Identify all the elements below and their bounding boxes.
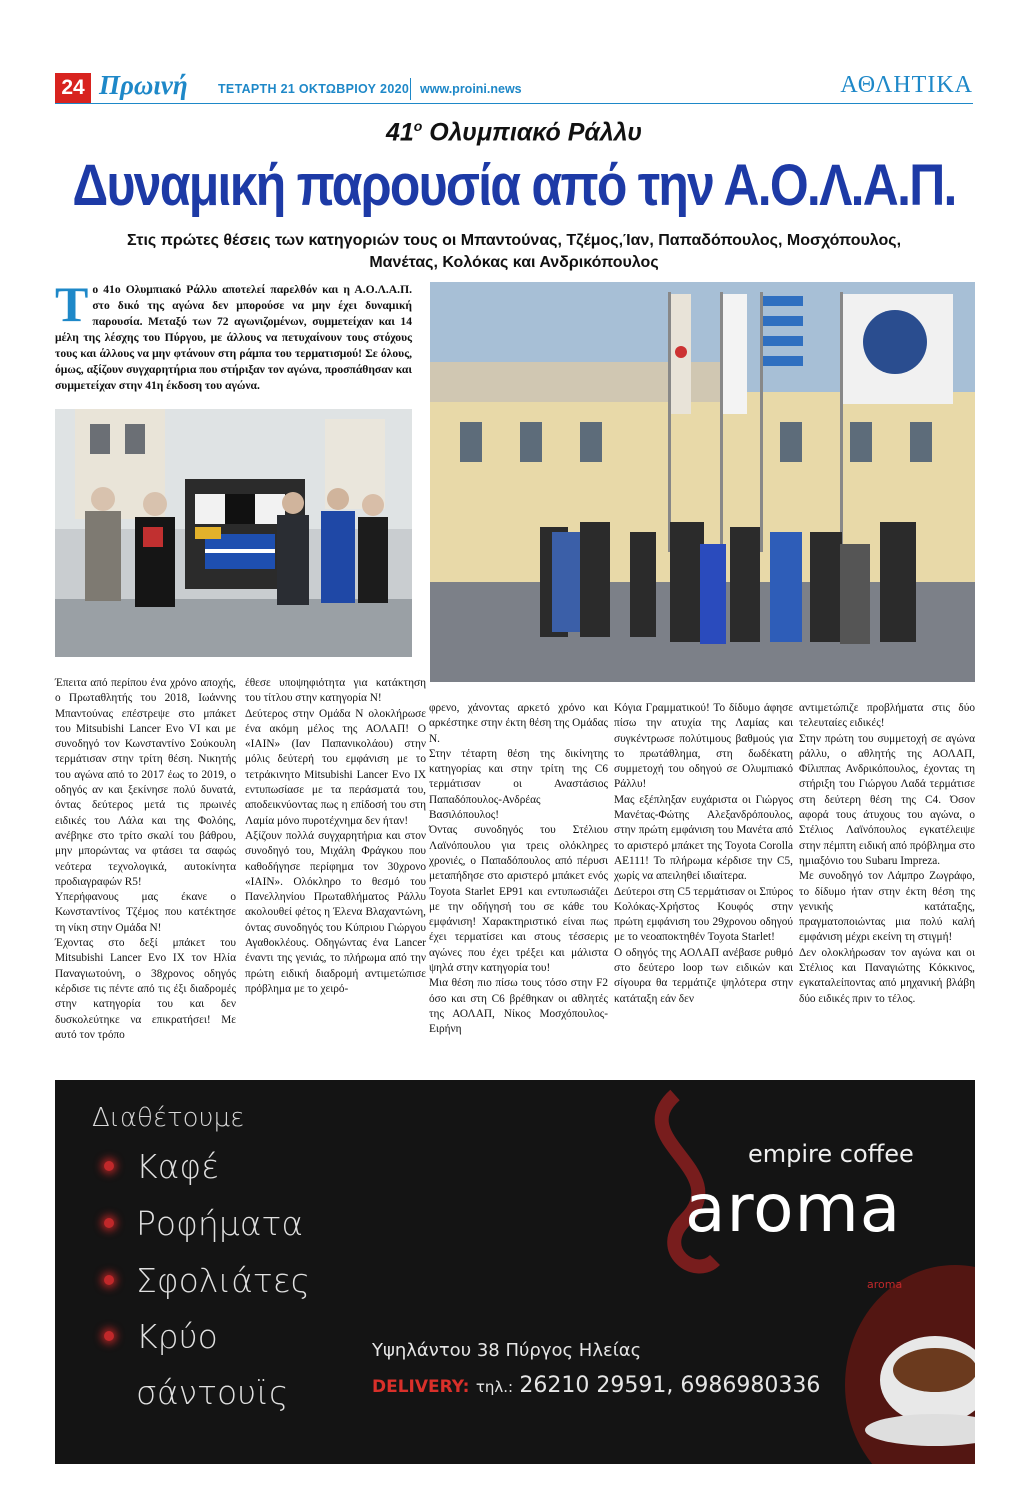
ad-item-sandwich: σάντουϊς xyxy=(136,1373,289,1412)
ad-title: Διαθέτουμε xyxy=(92,1103,245,1133)
article-column-2: έθεσε υποψηφιότητα για κατάκτηση του τίτλου στην κατηγορία Ν! Δεύτερος στην Ομάδα Ν ολοκλήρωσε ένα ακόμη μέλος της ΑΟΛΑΠ! Ο «ΙΑΙΝ» (Ιαν Παπανικολάου) στην μόλις δεύτερή του εμφάνιση με το τετράκινητο Mitsubishi Lancer Evo IX εντυπωσίασε με τα περάσματά του, αποδεικνύοντας πως η επίδοσή του στη Λαμία μόνο πυροτέχνημα δεν ήταν! Αξίζουν πολλά συγχαρητήρια και στον συνοδηγό του, Μιχάλη Φράγκου που καθοδήγησε περίφημα τον 30χρονο «ΙΑΙΝ». Ολόκληρο το θεσμό του Πανελληνίου Πρωταθλήματος Ράλλυ ακολουθεί φέτος η Έλενα Βλαχαντώνη, όντας συνοδηγός του Κύπριου Γιώργου Αγαθοκλέους. Οδηγώντας ένα Lancer έναντι της γενιάς, το πλήρωμα από την πρώτη ειδική διαδρομή αντιμετώπισε πρόβλημα με το χειρό- xyxy=(245,677,426,995)
article-column-5: αντιμετώπιζε προβλήματα στις δύο τελευταίες ειδικές! Στην πρώτη του συμμετοχή σε αγώνα ράλλυ, ο αθλητής της ΑΟΛΑΠ, Φίλιππας Ανδρικόπουλος, έχοντας τη στήριξη του Γιώργου Λαδά τερμάτισε στη δεύτερη θέση της C4. Όσον αφορά τους άτυχους του αγώνα, ο Στέλιος Λαϊνόπουλος εγκατέλειψε στην πέμπτη ειδική από πρόβλημα στο ημιαξόνιο του Subaru Impreza. Με συνοδηγό τον Λάμπρο Ζωγράφο, το δίδυμο ήταν στην έκτη θέση της γενικής κατάταξης, πραγματοποιώντας μια πολύ καλή εμφάνιση μέχρι εκείνη τη στιγμή! Δεν ολοκλήρωσαν τον αγώνα και οι Στέλιος και Παναγιώτης Κόκκινος, εγκαταλείποντας από μηχανική βλάβη δύο ειδικές πριν το τέλος. xyxy=(799,702,975,1005)
bullet-icon xyxy=(104,1275,114,1285)
ad-brand-large: aroma xyxy=(685,1170,902,1247)
article-headline: Δυναμική παρουσία από την Α.Ο.Λ.Α.Π. xyxy=(72,153,956,218)
photo-awards-square xyxy=(430,282,975,682)
article-column-4: Κόγια Γραμματικού! Το δίδυμο άφησε πίσω την ατυχία της Λαμίας και συγκέντρωσε πολύτιμους βαθμούς για το πρωτάθλημα, στη δωδέκατη συμμετοχή του οδηγού σε Ολυμπιακό Ράλλυ! Μας εξέπληξαν ευχάριστα οι Γιώργος Μανέτας-Φώτης Αλεξανδρόπουλος, στην πρώτη εμφάνιση του Μανέτα από το αριστερό μπάκετ της Toyota Corolla AE111! Το πλήρωμα κέρδισε την C5, χωρίς να απειληθεί ιδιαίτερα. Δεύτεροι στη C5 τερμάτισαν οι Σπύρος Κολόκας-Χρήστος Κουφός στην πρώτη εμφάνιση του 29χρονου οδηγού με το νεοαποκτηθέν Toyota Starlet! Ο οδηγός της ΑΟΛΑΠ ανέβασε ρυθμό στο δεύτερο loop των ειδικών και σίγουρα θα τερμάτιζε ψηλότερα στην κατάταξη εάν δεν xyxy=(614,702,793,1005)
ad-delivery-phones[interactable]: DELIVERY: τηλ.: 26210 29591, 6986980336 xyxy=(372,1373,821,1398)
website-link[interactable]: www.proini.news xyxy=(420,82,522,96)
photo-group-ceremony xyxy=(55,409,412,657)
article-column-1: Έπειτα από περίπου ένα χρόνο αποχής, ο Πρωταθλητής του 2018, Ιωάννης Μπαντούνας επέστρεψε στο μπάκετ του Mitsubishi Lancer Evo VI και με συνοδηγό τον Κωνσταντίνο Σούκουλη τερμάτισαν στην τρίτη θέση. Νικητής του αγώνα από το 2017 έως το 2019, ο οδηγός αν και ξεκίνησε πολύ δυνατά, όντας δεύτερος μετά τις πρωινές ειδικές του Λάλα και της Φολόης, ανέβηκε στο τρίτο σκαλί του βάθρου, μην μπορώντας να φτάσει τα σαφώς νεότερα τεχνολογικά, αυτοκίνητα προδιαγραφών R5! Υπερήφανους μας έκανε ο Κωνσταντίνος Τζέμος που κατέκτησε τη νίκη στην Ομάδα Ν! Έχοντας στο δεξί μπάκετ του Mitsubishi Lancer Evo IX τον Ηλία Παναγιωτούνη, ο 38χρονος οδηγός κέρδισε τις πέντε από τις έξι διαδρομές στην κατηγορία του και δεν δυσκολεύτηκε να επικρατήσει! Με αυτό τον τρόπο xyxy=(55,677,236,1041)
article-intro: Το 41ο Ολυμπιακό Ράλλυ αποτελεί παρελθόν και η Α.Ο.Λ.Α.Π. στο δικό της αγώνα δεν μπορούσε να μην έχει δυναμική παρουσία. Μεταξύ των 72 αγωνιζομένων, συμμετείχαν και 14 μέλη της λέσχης του Πύργου, με άλλους να πετυχαίνουν τους στόχους τους και άλλους να μην φτάνουν στη ράμπα του τερματισμού! Σε όλους, όμως, αξίζουν συγχαρητήρια που στήριξαν τον αγώνα, προσπάθησαν και συμμετείχαν στην 41η έκδοση του αγώνα. xyxy=(55,276,412,392)
header-rule xyxy=(55,103,973,104)
drop-cap: Τ xyxy=(55,276,89,332)
section-title: ΑΘΛΗΤΙΚΑ xyxy=(840,72,973,98)
article-kicker: $41^o$ Ολυμπιακό Ράλλυ xyxy=(385,118,642,147)
cup-logo: aroma xyxy=(867,1278,903,1291)
ad-item-drinks: Ροφήματα xyxy=(136,1204,304,1243)
ad-item-cold: Κρύο xyxy=(136,1317,218,1356)
ad-item-pastries: Σφολιάτες xyxy=(136,1261,310,1300)
article-subheadline: Στις πρώτες θέσεις των κατηγοριών τους οι Μπαντούνας, Τζέμος,Ίαν, Παπαδόπουλος, Μοσχόπουλος, Μανέτας, Κολόκας και Ανδρικόπουλος xyxy=(126,232,902,271)
ad-address: Υψηλάντου 38 Πύργος Ηλείας xyxy=(372,1340,642,1361)
newspaper-brand: Πρωινή xyxy=(99,70,188,100)
issue-date: ΤΕΤΑΡΤΗ 21 ΟΚΤΩΒΡΙΟΥ 2020 xyxy=(218,82,410,96)
bullet-icon xyxy=(104,1161,114,1171)
bullet-icon xyxy=(104,1218,114,1228)
page-number: 24 xyxy=(55,73,91,103)
header-separator xyxy=(410,78,411,100)
ad-item-coffee: Καφέ xyxy=(136,1147,219,1186)
article-column-3: φρενο, χάνοντας αρκετό χρόνο και αρκέστηκε στην έκτη θέση της Ομάδας Ν. Στην τέταρτη θέση της δικίνητης κατηγορίας και στην τρίτη της C6 τερμάτισαν οι Αναστάσιος Παπαδόπουλος-Ανδρέας Βασιλόπουλος! Όντας συνοδηγός του Στέλιου Λαϊνόπουλου για τρεις ολόκληρες χρονιές, ο Παπαδόπουλος από πέρυσι μεταπήδησε στο αριστερό μπάκετ ενός Toyota Starlet EP91 και εντυπωσιάζει με την οδήγησή του σε κάθε του εμφάνιση! Χαρακτηριστικό είναι πως έχει τερματίσει και στους τέσσερις αγώνες που έχει τρέξει και μάλιστα ψηλά στην κατηγορία του! Μια θέση πιο πίσω τους τόσο στην F2 όσο και στη C6 βρέθηκαν οι αθλητές της ΑΟΛΑΠ, Νίκος Μοσχόπουλος-Ειρήνη xyxy=(429,702,608,1036)
bullet-icon xyxy=(104,1331,114,1341)
ad-brand-small: empire coffee xyxy=(748,1140,914,1168)
